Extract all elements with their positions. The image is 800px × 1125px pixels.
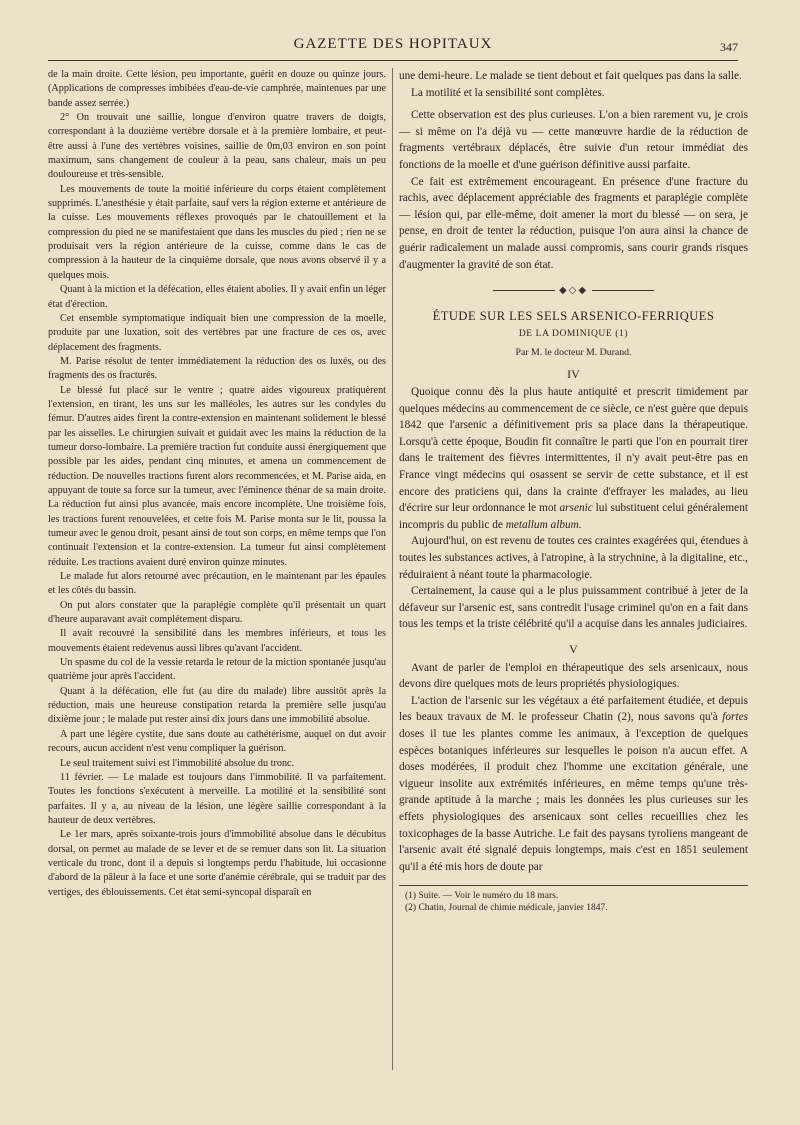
paragraph: de la main droite. Cette lésion, peu importante, guérit en douze ou quinze jours. (Applications de compresses imbibées d'eau-de-vie camphrée, maintenues par une bande assez serrée.) bbox=[48, 69, 386, 109]
right-column bbox=[399, 68, 748, 914]
paragraph: Aujourd'hui, on est revenu de toutes ces craintes exagérées qui, étendues à toutes les substances actives, à l'atropine, à la strychnine, à la digitaline, etc., réduiraient à néant toute la pharmacologie. bbox=[399, 535, 748, 581]
page-header bbox=[48, 30, 738, 58]
paragraph: Le malade fut alors retourné avec précaution, en le maintenant par les épaules et les côtés du bassin. bbox=[48, 571, 386, 597]
section-number-v: V bbox=[569, 642, 578, 656]
paragraph: Certainement, la cause qui a le plus puissamment contribué à jeter de la défaveur sur l'arsenic est, sans contredit l'usage criminel qu'on en a fait dans tous les temps et la triste célébrité qu'il a acquise dans les annales judiciaires. bbox=[399, 585, 748, 631]
left-column bbox=[48, 68, 386, 900]
footnotes bbox=[399, 890, 748, 914]
paragraph: 2° On trouvait une saillie, longue d'environ quatre travers de doigts, correspondant à la douzième vertèbre dorsale et à la première lombaire, et peut-être aussi à l'une des vertèbres voisines, saillie de 0m,03 environ en son point maximum, sans changement de couleur à la peau, sans chaleur, mais un peu douloureuse et très-sensible. bbox=[48, 112, 386, 181]
paragraph: Le 1er mars, après soixante-trois jours d'immobilité absolue dans le décubitus dorsal, on permet au malade de se lever et de se remuer dans son lit. La situation verticale du tronc, dont il a depuis si longtemps perdu l'habitude, lui occasionne d'abord de la pâleur à la face et une sorte d'anémie cérébrale, qui se traduit par des vertiges, des éblouissements. Cet état semi-syncopal disparaît en bbox=[48, 829, 386, 898]
article-author: Par M. le docteur M. Durand. bbox=[515, 346, 632, 358]
paragraph: Un spasme du col de la vessie retarda le retour de la miction spontanée jusqu'au quatrième jour après l'accident. bbox=[48, 657, 386, 683]
column-divider bbox=[392, 68, 393, 1070]
publication-title: GAZETTE DES HOPITAUX bbox=[293, 36, 493, 52]
paragraph: Cette observation est des plus curieuses. L'on a bien rarement vu, je crois — si même on l'a déjà vu — cette manœuvre hardie de la réduction de fragments vertébraux déplacés, être suivie d'un retour immédiat des fonctions de la moelle et d'une guérison définitive aussi parfaite. bbox=[399, 109, 748, 171]
paragraph: 11 février. — Le malade est toujours dans l'immobilité. Il va parfaitement. Toutes les fonctions s'exécutent à merveille. La motilité et la sensibilité sont parfaites. Il y a, au niveau de la lésion, une légère saillie correspondant à la hauteur de deux vertèbres. bbox=[48, 771, 386, 826]
article-title: ÉTUDE SUR LES SELS ARSENICO-FERRIQUES bbox=[432, 308, 715, 323]
paragraph-text: doses il tue les plantes comme les animaux, à l'exception de quelques espèces botaniques inférieures sur lesquelles le poison n'a aucun effet. A doses modérées, il produit chez l'homme une excitation générale, une vigueur insolite aux extrémités inférieures, en même temps qu'une très-grande aptitude à la marche ; mais les données les plus curieuses sur les effets physiologiques des arsenicaux sont celles recueillies chez les toxicophages de la basse Autriche. Le fait des paysans tyroliens mangeant de l'arsenic avait été signalé depuis longtemps, mais c'est en 1851 seulement qu'il a été mis hors de doute par bbox=[399, 727, 748, 873]
paragraph: Avant de parler de l'emploi en thérapeutique des sels arsenicaux, nous devons dire quelques mots de leurs propriétés physiologiques. bbox=[399, 661, 748, 691]
section-number-iv: IV bbox=[567, 366, 580, 381]
paragraph: Le seul traitement suivi est l'immobilité absolue du tronc. bbox=[60, 757, 295, 769]
paragraph: On put alors constater que la paraplégie complète qu'il présentait un quart d'heure auparavant avait complétement disparu. bbox=[48, 599, 386, 626]
paragraph-text: Quoique connu dès la plus haute antiquité et prescrit timidement par quelques médecins au commencement de ce siècle, ce n'est guère que depuis 1842 que l'arsenic a définitivement pris sa place dans la thérapeutique. Lorsqu'à cette époque, Boudin fit connaître le parti que l'on en pourrait tirer dans le traitement des fièvres intermittentes, il n'y avait peut-être pas en France vingt médecins qui osassent se servir de cette substance, et il est encore des praticiens qui, dans la crainte d'effrayer les malades, au lieu d'écrire sur leur ordonnance le mot bbox=[399, 386, 748, 515]
italic-term: arsenic bbox=[559, 502, 593, 515]
paragraph: A part une légère cystite, due sans doute au cathétérisme, auquel on dut avoir recours, aucun accident n'est venu compliquer la guérison. bbox=[48, 728, 386, 755]
paragraph: La motilité et la sensibilité sont complètes. bbox=[411, 86, 605, 99]
footnote: (2) Chatin, Journal de chimie médicale, janvier 1847. bbox=[405, 903, 608, 914]
italic-term: fortes bbox=[722, 711, 748, 724]
page-number: 347 bbox=[720, 40, 738, 54]
paragraph: Ce fait est extrêmement encourageant. En présence d'une fracture du rachis, avec déplacement appréciable des fragments et paraplégie complète — lésion qui, par elle-même, doit amener la mort du blessé — on sera, je pense, en droit de tenter la réduction, puisque l'on aura ainsi la chance de guérir radicalement un malade aussi compromis, sans courir grands risques d'augmenter la gravité de son état. bbox=[399, 175, 748, 271]
footnote-rule bbox=[399, 885, 748, 886]
paragraph: Les mouvements de toute la moitié inférieure du corps étaient complètement supprimés. L'anesthésie y était parfaite, sauf vers la région externe et antérieure de la cuisse. Les mouvements réflexes provoqués par le chatouillement et la compression du pied ne se manifestaient que dans les muscles du pied ; rien ne se produisait vers la région antérieure de la cuisse, comme dans le cas de compression à la hauteur de la cinquième dorsale, que nous avons observé il y a quelques mois. bbox=[48, 183, 386, 281]
italic-term: metallum album. bbox=[505, 518, 582, 531]
paragraph bbox=[399, 693, 748, 876]
paragraph: Cet ensemble symptomatique indiquait bien une compression de la moelle, produite par une luxation, soit des vertèbres par une fracture de ces os, avec déplacement des fragments. bbox=[48, 312, 386, 353]
paragraph: Il avait recouvré la sensibilité dans les membres inférieurs, et tous les mouvements étaient redevenus aussi libres qu'avant l'accident. bbox=[48, 628, 386, 654]
article-subtitle: DE LA DOMINIQUE (1) bbox=[518, 329, 629, 340]
paragraph: une demi-heure. Le malade se tient debout et fait quelques pas dans la salle. bbox=[399, 70, 742, 82]
footnote: (1) Suite. — Voir le numéro du 18 mars. bbox=[405, 891, 559, 902]
paragraph: Quant à la défécation, elle fut (au dire du malade) libre aussitôt après la réduction, mais une heureuse constipation retarda la première selle jusqu'au dixième jour ; le malade put rester ainsi dix jours dans une immobilité absolue. bbox=[48, 685, 386, 726]
paragraph: Quant à la miction et la défécation, elles étaient abolies. Il y avait enfin un léger état d'érection. bbox=[48, 284, 386, 310]
section-ornament: ◆◇◆ bbox=[399, 283, 748, 300]
paragraph bbox=[399, 384, 748, 533]
header-rule bbox=[48, 60, 738, 61]
paragraph: Le blessé fut placé sur le ventre ; quatre aides vigoureux pratiquèrent l'extension, en tirant, les uns sur les malléoles, les autres sur les condyles du fémur. D'autres aides firent la contre-extension en maintenant solidement le blessé par les aisselles. Le chirurgien suivait et guidait avec les mains la réduction de la tumeur dorso-lombaire. La première traction fut conduite aussi énergiquement que possible par les aides, pendant cinq minutes, et amena un commencement de réduction. De nouvelles tractions furent alors recommencées, et M. Parise aida, en appuyant de toute sa force sur la tumeur, avec l'éminence thénar de sa main droite. La réduction fut ainsi plus avancée, mais encore incomplète. Une troisième fois, les tractions furent renouvelées, et cette fois M. Parise monta sur le lit, poussa la tumeur avec le genou droit, pesant ainsi de tout son corps, en même temps que l'on continuait l'extension et la contre-extension. La tumeur fut ainsi complètement réduite. Les tractions avaient duré environ quinze minutes. bbox=[48, 384, 386, 568]
paragraph: M. Parise résolut de tenter immédiatement la réduction des os luxés, ou des fragments des os fracturés. bbox=[48, 355, 386, 382]
paragraph-text: lui substituent celui généralement incompris du public de bbox=[399, 502, 748, 531]
paragraph-text: L'action de l'arsenic sur les végétaux a été parfaitement étudiée, et depuis les beaux travaux de M. le professeur Chatin (2), nous savons qu'à bbox=[399, 694, 748, 724]
